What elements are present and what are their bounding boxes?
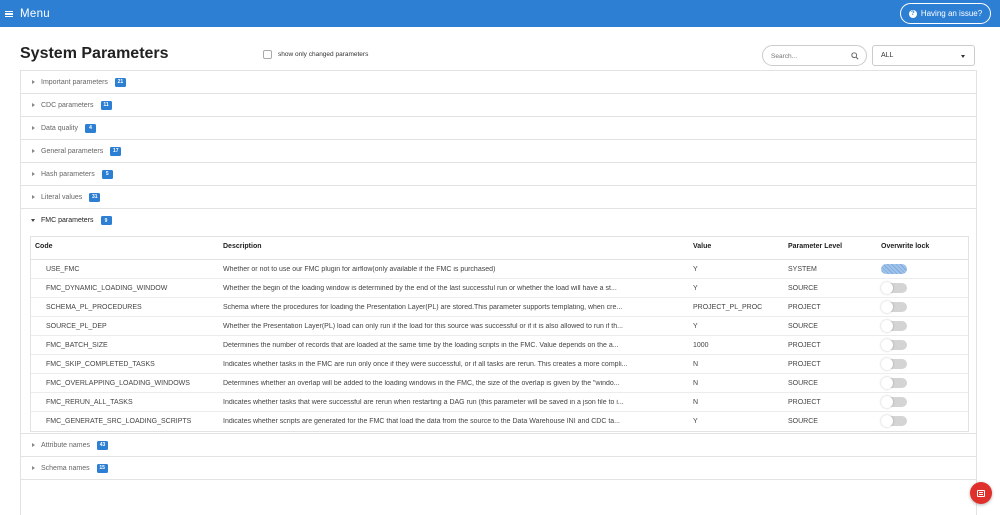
cell-description: Determines whether an overlap will be added to the loading windows in the FMC, the size of the overlap is given by the "windo... <box>223 380 620 387</box>
cell-code: FMC_GENERATE_SRC_LOADING_SCRIPTS <box>46 418 192 425</box>
group-label: CDC parameters <box>41 101 94 109</box>
group-label: Literal values <box>41 193 83 201</box>
table-row[interactable] <box>31 374 968 393</box>
cell-code: USE_FMC <box>46 266 80 273</box>
hamburger-icon <box>5 11 13 18</box>
column-header-value: Value <box>693 243 712 250</box>
overwrite-lock-toggle[interactable] <box>881 302 907 312</box>
group-label: Data quality <box>41 124 78 132</box>
group-count-badge: 4 <box>85 124 96 133</box>
column-header-parameter-level: Parameter Level <box>788 243 843 250</box>
group-data-quality[interactable] <box>21 117 976 140</box>
cell-parameter-level: PROJECT <box>788 399 821 406</box>
group-count-badge: 11 <box>101 101 112 110</box>
show-only-changed-checkbox[interactable] <box>263 50 272 59</box>
caret-right-icon <box>32 80 35 84</box>
cell-parameter-level: SOURCE <box>788 285 818 292</box>
menu-button[interactable] <box>5 6 50 22</box>
table-row[interactable] <box>31 260 968 279</box>
cell-description: Determines the number of records that are loaded at the same time by the loading scripts in the FMC. Value depends on the a... <box>223 342 619 349</box>
chevron-down-icon <box>961 55 965 58</box>
cell-description: Whether the begin of the loading window is determined by the end of the last successful run or whether the load will have a st... <box>223 285 617 292</box>
group-label: Schema names <box>41 464 90 472</box>
cell-description: Indicates whether scripts are generated for the FMC that load the data from the source to the Data Warehouse INI and CDC ta... <box>223 418 620 425</box>
group-label: General parameters <box>41 147 104 155</box>
column-header-overwrite-lock: Overwrite lock <box>881 243 930 250</box>
table-row[interactable] <box>31 298 968 317</box>
cell-parameter-level: PROJECT <box>788 342 821 349</box>
cell-code: FMC_DYNAMIC_LOADING_WINDOW <box>46 285 168 292</box>
overwrite-lock-toggle[interactable] <box>881 321 907 331</box>
fmc-parameters-table <box>30 236 969 432</box>
table-row[interactable] <box>31 317 968 336</box>
top-bar <box>0 0 1000 27</box>
overwrite-lock-toggle[interactable] <box>881 378 907 388</box>
caret-right-icon <box>32 195 35 199</box>
cell-description: Schema where the procedures for loading the Presentation Layer(PL) are stored.This parameter supports templating, when cre... <box>223 304 623 311</box>
cell-code: FMC_SKIP_COMPLETED_TASKS <box>46 361 155 368</box>
cell-value: Y <box>693 266 698 273</box>
feedback-icon <box>977 490 985 497</box>
group-attribute-names[interactable] <box>21 433 976 457</box>
caret-down-icon <box>31 219 35 222</box>
search-icon[interactable] <box>851 52 859 60</box>
cell-description: Whether or not to use our FMC plugin for airflow(only available if the FMC is purchased) <box>223 266 496 273</box>
cell-code: FMC_OVERLAPPING_LOADING_WINDOWS <box>46 380 190 387</box>
group-count-badge: 15 <box>97 464 108 473</box>
caret-right-icon <box>32 172 35 176</box>
cell-parameter-level: PROJECT <box>788 304 821 311</box>
group-literal-values[interactable] <box>21 186 976 209</box>
parameter-groups-panel <box>20 70 977 515</box>
cell-parameter-level: SYSTEM <box>788 266 817 273</box>
issue-label: Having an issue? <box>920 9 983 18</box>
caret-right-icon <box>32 126 35 130</box>
group-count-badge: 43 <box>97 441 108 450</box>
level-filter-select[interactable] <box>872 45 975 66</box>
cell-value: Y <box>693 285 698 292</box>
cell-value: 1000 <box>693 342 709 349</box>
cell-description: Indicates whether tasks that were successful are rerun when restarting a DAG run (this parameter will be saved in a json file to i... <box>223 399 624 406</box>
table-row[interactable] <box>31 336 968 355</box>
column-header-description: Description <box>223 243 262 250</box>
group-hash-parameters[interactable] <box>21 163 976 186</box>
show-only-changed-toggle[interactable] <box>263 50 368 59</box>
cell-value: Y <box>693 418 698 425</box>
group-general-parameters[interactable] <box>21 140 976 163</box>
cell-code: FMC_RERUN_ALL_TASKS <box>46 399 133 406</box>
question-circle-icon: ? <box>909 10 917 18</box>
group-label: FMC parameters <box>41 217 94 224</box>
overwrite-lock-toggle[interactable] <box>881 340 907 350</box>
cell-value: N <box>693 399 699 406</box>
group-cdc-parameters[interactable] <box>21 94 976 117</box>
table-row[interactable] <box>31 393 968 412</box>
cell-code: SCHEMA_PL_PROCEDURES <box>46 304 142 311</box>
caret-right-icon <box>32 466 35 470</box>
group-label: Hash parameters <box>41 170 95 178</box>
cell-parameter-level: SOURCE <box>788 323 818 330</box>
table-row[interactable] <box>31 412 968 431</box>
group-schema-names[interactable] <box>21 457 976 480</box>
cell-value: Y <box>693 323 698 330</box>
menu-label: Menu <box>20 8 50 20</box>
group-important-parameters[interactable] <box>21 71 976 94</box>
group-count-badge: 9 <box>101 216 112 225</box>
overwrite-lock-toggle[interactable] <box>881 359 907 369</box>
table-row[interactable] <box>31 355 968 374</box>
page-title: System Parameters <box>20 45 169 62</box>
having-an-issue-button[interactable] <box>900 3 991 24</box>
search-input[interactable] <box>771 50 851 62</box>
overwrite-lock-toggle[interactable] <box>881 397 907 407</box>
cell-description: Indicates whether tasks in the FMC are run only once if they were successful, or if all tasks are rerun. This creates a more compli... <box>223 361 628 368</box>
column-header-code: Code <box>35 243 53 250</box>
cell-code: FMC_BATCH_SIZE <box>46 342 108 349</box>
overwrite-lock-toggle[interactable] <box>881 416 907 426</box>
group-count-badge: 21 <box>115 78 126 87</box>
overwrite-lock-toggle[interactable] <box>881 264 907 274</box>
show-only-changed-label: show only changed parameters <box>278 51 369 58</box>
cell-code: SOURCE_PL_DEP <box>46 323 107 330</box>
group-count-badge: 5 <box>102 170 113 179</box>
caret-right-icon <box>32 443 35 447</box>
cell-value: PROJECT_PL_PROC <box>693 304 763 311</box>
caret-right-icon <box>32 103 35 107</box>
group-count-badge: 17 <box>110 147 121 156</box>
cell-parameter-level: PROJECT <box>788 361 821 368</box>
cell-value: N <box>693 361 699 368</box>
cell-value: N <box>693 380 699 387</box>
feedback-fab-button[interactable] <box>970 482 992 504</box>
cell-description: Whether the Presentation Layer(PL) load can only run if the load for this source was successful or if it is also allowed to run if th... <box>223 323 623 330</box>
group-label: Attribute names <box>41 441 91 449</box>
group-label: Important parameters <box>41 78 108 86</box>
overwrite-lock-toggle[interactable] <box>881 283 907 293</box>
search-box <box>762 45 867 66</box>
group-count-badge: 31 <box>89 193 100 202</box>
caret-right-icon <box>32 149 35 153</box>
cell-parameter-level: SOURCE <box>788 380 818 387</box>
cell-parameter-level: SOURCE <box>788 418 818 425</box>
level-filter-value: ALL <box>881 52 894 59</box>
table-row[interactable] <box>31 279 968 298</box>
group-fmc-parameters[interactable] <box>21 209 976 232</box>
